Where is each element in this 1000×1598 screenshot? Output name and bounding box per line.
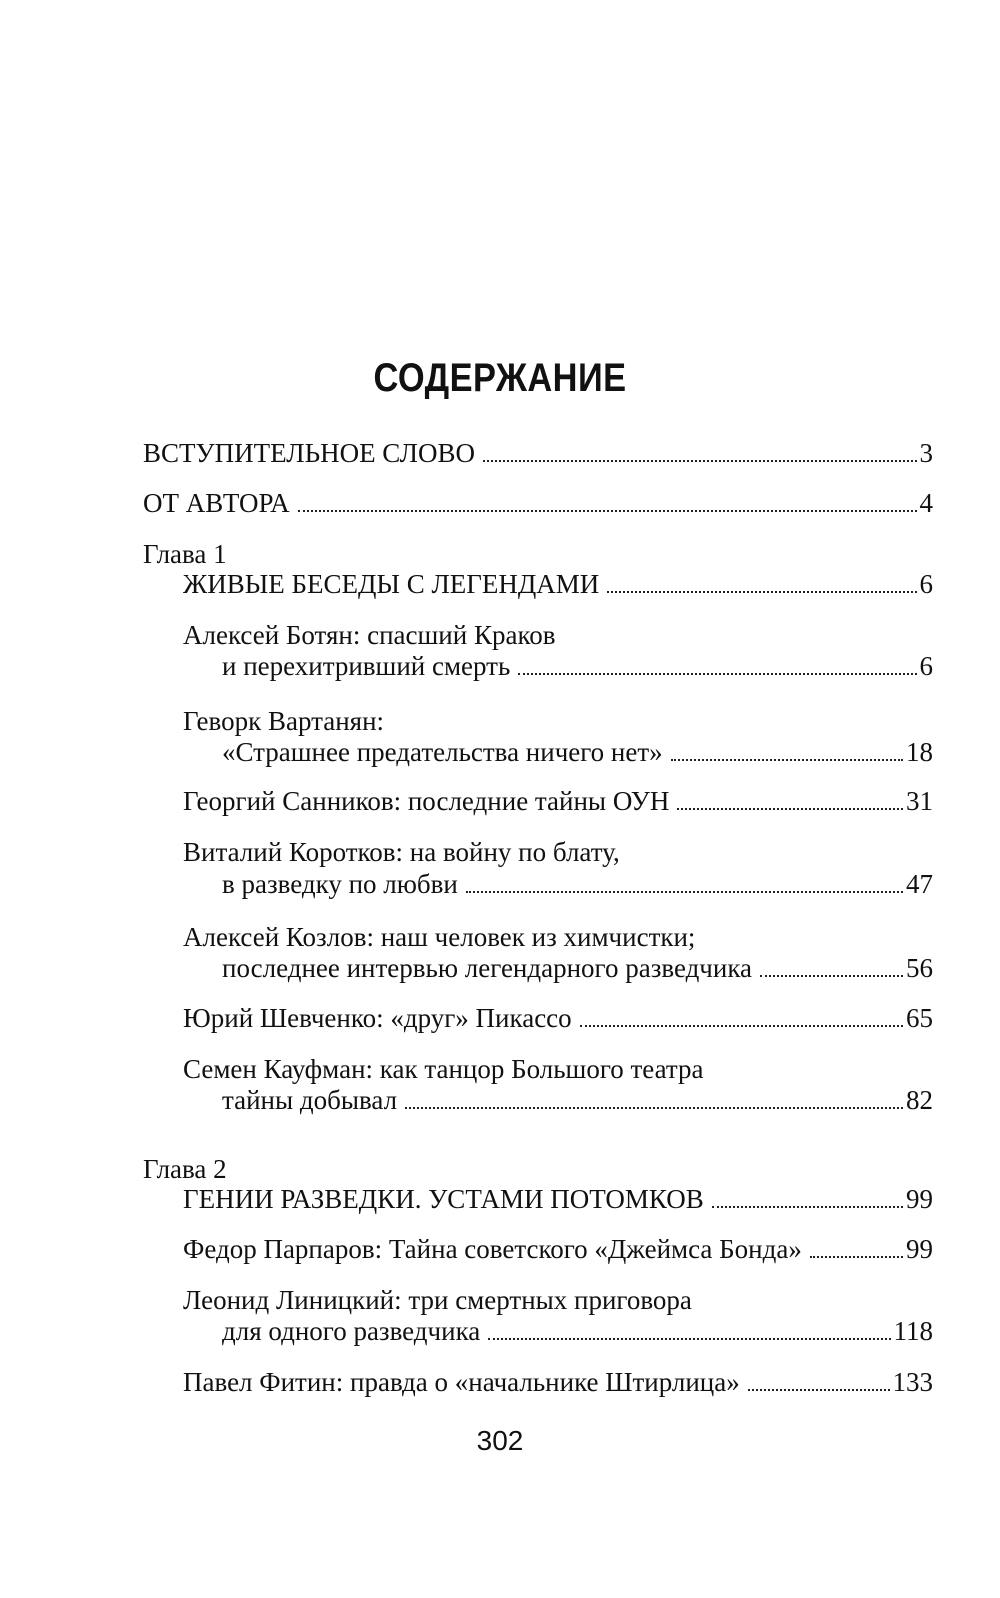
toc-entry-line[interactable] (222, 650, 933, 682)
chapter-label (143, 538, 227, 570)
toc-entry-line[interactable] (183, 705, 384, 737)
toc-entry-page: 133 (892, 1367, 933, 1397)
toc-entry-line[interactable] (222, 736, 933, 768)
toc-entry-page: 82 (906, 1085, 933, 1115)
toc-entry-title: Алексей Ботян: спасший Краков (183, 620, 556, 650)
toc-entry-title: Георгий Санников: последние тайны ОУН (183, 786, 670, 816)
toc-entry-line[interactable] (183, 1233, 933, 1265)
dot-leader (760, 975, 903, 977)
toc-entry-title: ВСТУПИТЕЛЬНОЕ СЛОВО (143, 438, 475, 468)
toc-entry-page: 3 (919, 438, 933, 468)
toc-entry-page: 18 (906, 737, 933, 767)
toc-entry-title: для одного разведчика (222, 1316, 481, 1346)
toc-entry-page: 65 (906, 1003, 933, 1033)
toc-entry-page: 31 (906, 786, 933, 816)
toc-entry-page: 6 (919, 651, 933, 681)
toc-entry-line[interactable] (222, 952, 933, 984)
toc-entry-page: 99 (906, 1234, 933, 1264)
toc-entry-title: «Страшнее предательства ничего нет» (222, 737, 663, 767)
toc-entry-page: 6 (919, 569, 933, 599)
chapter-title: ГЕНИИ РАЗВЕДКИ. УСТАМИ ПОТОМКОВ (183, 1184, 704, 1214)
toc-entry-line[interactable] (222, 1315, 933, 1347)
dot-leader (712, 1206, 903, 1208)
dot-leader (298, 510, 917, 512)
toc-entry-line[interactable] (183, 1053, 703, 1085)
toc-entry-intro[interactable] (143, 437, 933, 469)
toc-entry-title: и перехитривший смерть (222, 651, 511, 681)
dot-leader (483, 460, 917, 462)
dot-leader (671, 759, 903, 761)
chapter-title-entry[interactable] (183, 1183, 933, 1215)
chapter-label-text: Глава 1 (143, 539, 227, 569)
dot-leader (748, 1389, 890, 1391)
toc-entry-line[interactable] (183, 1366, 933, 1398)
toc-entry-title: Алексей Козлов: наш человек из химчистки; (183, 922, 696, 952)
toc-entry-line[interactable] (222, 868, 933, 900)
dot-leader (405, 1107, 903, 1109)
dot-leader (466, 891, 903, 893)
toc-entry-page: 4 (919, 488, 933, 518)
toc-entry-title: Юрий Шевченко: «друг» Пикассо (183, 1003, 572, 1033)
toc-entry-title: Геворк Вартанян: (183, 706, 385, 736)
toc-entry-title: тайны добывал (222, 1085, 398, 1115)
toc-entry-title: Леонид Линицкий: три смертных приговора (183, 1285, 692, 1315)
chapter-title-entry[interactable] (183, 568, 933, 600)
toc-entry-title: Семен Кауфман: как танцор Большого театра (183, 1054, 704, 1084)
toc-entry-page: 47 (906, 869, 933, 899)
toc-entry-line[interactable] (222, 1084, 933, 1116)
toc-entry-title: Федор Парпаров: Тайна советского «Джеймса Бонда» (183, 1234, 802, 1264)
chapter-title: ЖИВЫЕ БЕСЕДЫ С ЛЕГЕНДАМИ (183, 569, 600, 599)
dot-leader (488, 1338, 890, 1340)
dot-leader (607, 591, 916, 593)
toc-entry-title: Павел Фитин: правда о «начальнике Штирлица» (183, 1367, 740, 1397)
dot-leader (810, 1256, 903, 1258)
toc-entry-line[interactable] (183, 1284, 692, 1316)
dot-leader (518, 673, 916, 675)
chapter-label (143, 1153, 227, 1185)
page-title: СОДЕРЖАНИЕ (373, 356, 627, 400)
dot-leader (677, 808, 903, 810)
toc-entry-line[interactable] (183, 836, 620, 868)
toc-entry-title: Виталий Коротков: на войну по блату, (183, 837, 620, 867)
toc-entry-line[interactable] (183, 619, 555, 651)
toc-entry-author[interactable] (143, 487, 933, 519)
toc-entry-line[interactable] (183, 785, 933, 817)
toc-entry-title: последнее интервью легендарного разведчика (222, 953, 753, 983)
toc-entry-line[interactable] (183, 921, 695, 953)
dot-leader (580, 1025, 903, 1027)
chapter-label-text: Глава 2 (143, 1154, 227, 1184)
page-number: 302 (476, 1425, 524, 1456)
toc-entry-line[interactable] (183, 1002, 933, 1034)
toc-entry-title: в разведку по любви (222, 869, 458, 899)
toc-entry-page: 56 (906, 953, 933, 983)
toc-entry-page: 118 (893, 1316, 933, 1346)
toc-entry-page: 99 (906, 1184, 933, 1214)
toc-entry-title: ОТ АВТОРА (143, 488, 290, 518)
